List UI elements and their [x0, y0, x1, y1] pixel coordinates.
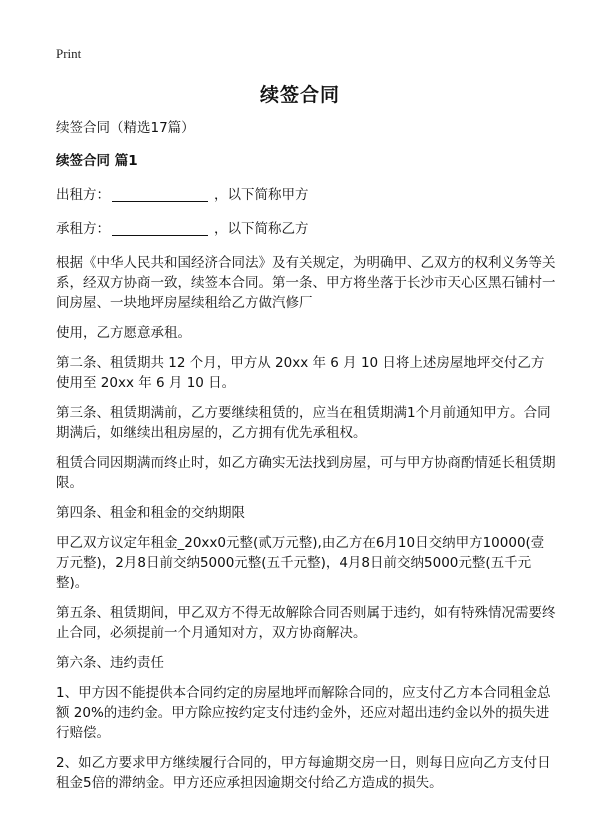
paragraph: 第二条、租赁期共 12 个月，甲方从 20xx 年 6 月 10 日将上述房屋地坪交付乙方使用至 20xx 年 6 月 10 日。 [56, 355, 545, 391]
lessee-line [56, 219, 556, 239]
paragraph: 根据《中华人民共和国经济合同法》及有关规定，为明确甲、乙双方的权利义务等关系，经双方协商一致，续签本合同。第一条、甲方将坐落于长沙市天心区黑石铺村一间房屋、一块地坪房屋续租给乙方做汽修厂 [56, 255, 556, 311]
document-title: 续签合同 [259, 84, 340, 106]
lessee-suffix: ，以下简称乙方 [214, 221, 309, 237]
document-body [56, 118, 556, 803]
paragraph: 第四条、租金和租金的交纳期限 [56, 505, 245, 521]
lessor-blank [112, 187, 208, 202]
section-heading: 续签合同 篇1 [56, 153, 138, 169]
paragraph: 租赁合同因期满而终止时，如乙方确实无法找到房屋，可与甲方协商酌情延长租赁期限。 [56, 455, 556, 491]
paragraph: 2、如乙方要求甲方继续履行合同的，甲方每逾期交房一日，则每日应向乙方支付日租金5倍的滞纳金。甲方还应承担因逾期交付给乙方造成的损失。 [56, 755, 551, 791]
lessor-label: 出租方： [56, 187, 110, 203]
lessor-suffix: ，以下简称甲方 [214, 187, 309, 203]
paragraph: 第三条、租赁期满前，乙方要继续租赁的，应当在租赁期满1个月前通知甲方。合同期满后，如继续出租房屋的，乙方拥有优先承租权。 [56, 405, 551, 441]
lessor-line [56, 185, 556, 205]
paragraph: 第六条、违约责任 [56, 655, 164, 671]
paragraph: 第五条、租赁期间，甲乙双方不得无故解除合同否则属于违约，如有特殊情况需要终止合同，必须提前一个月通知对方，双方协商解决。 [56, 605, 556, 641]
document-subtitle: 续签合同（精选17篇） [56, 120, 195, 136]
lessee-blank [112, 221, 208, 236]
paragraph: 1、甲方因不能提供本合同约定的房屋地坪而解除合同的，应支付乙方本合同租金总额 20%的违约金。甲方除应按约定支付违约金外，还应对超出违约金以外的损失进行赔偿。 [56, 685, 551, 741]
paragraph: 甲乙双方议定年租金_20xx0元整(贰万元整),由乙方在6月10日交纳甲方10000(壹万元整)，2月8日前交纳5000元整(五千元整)，4月8日前交纳5000元整(五千元整)。 [56, 535, 545, 591]
print-label: Print [56, 46, 82, 61]
paragraph: 使用，乙方愿意承租。 [56, 325, 191, 341]
lessee-label: 承租方： [56, 221, 110, 237]
